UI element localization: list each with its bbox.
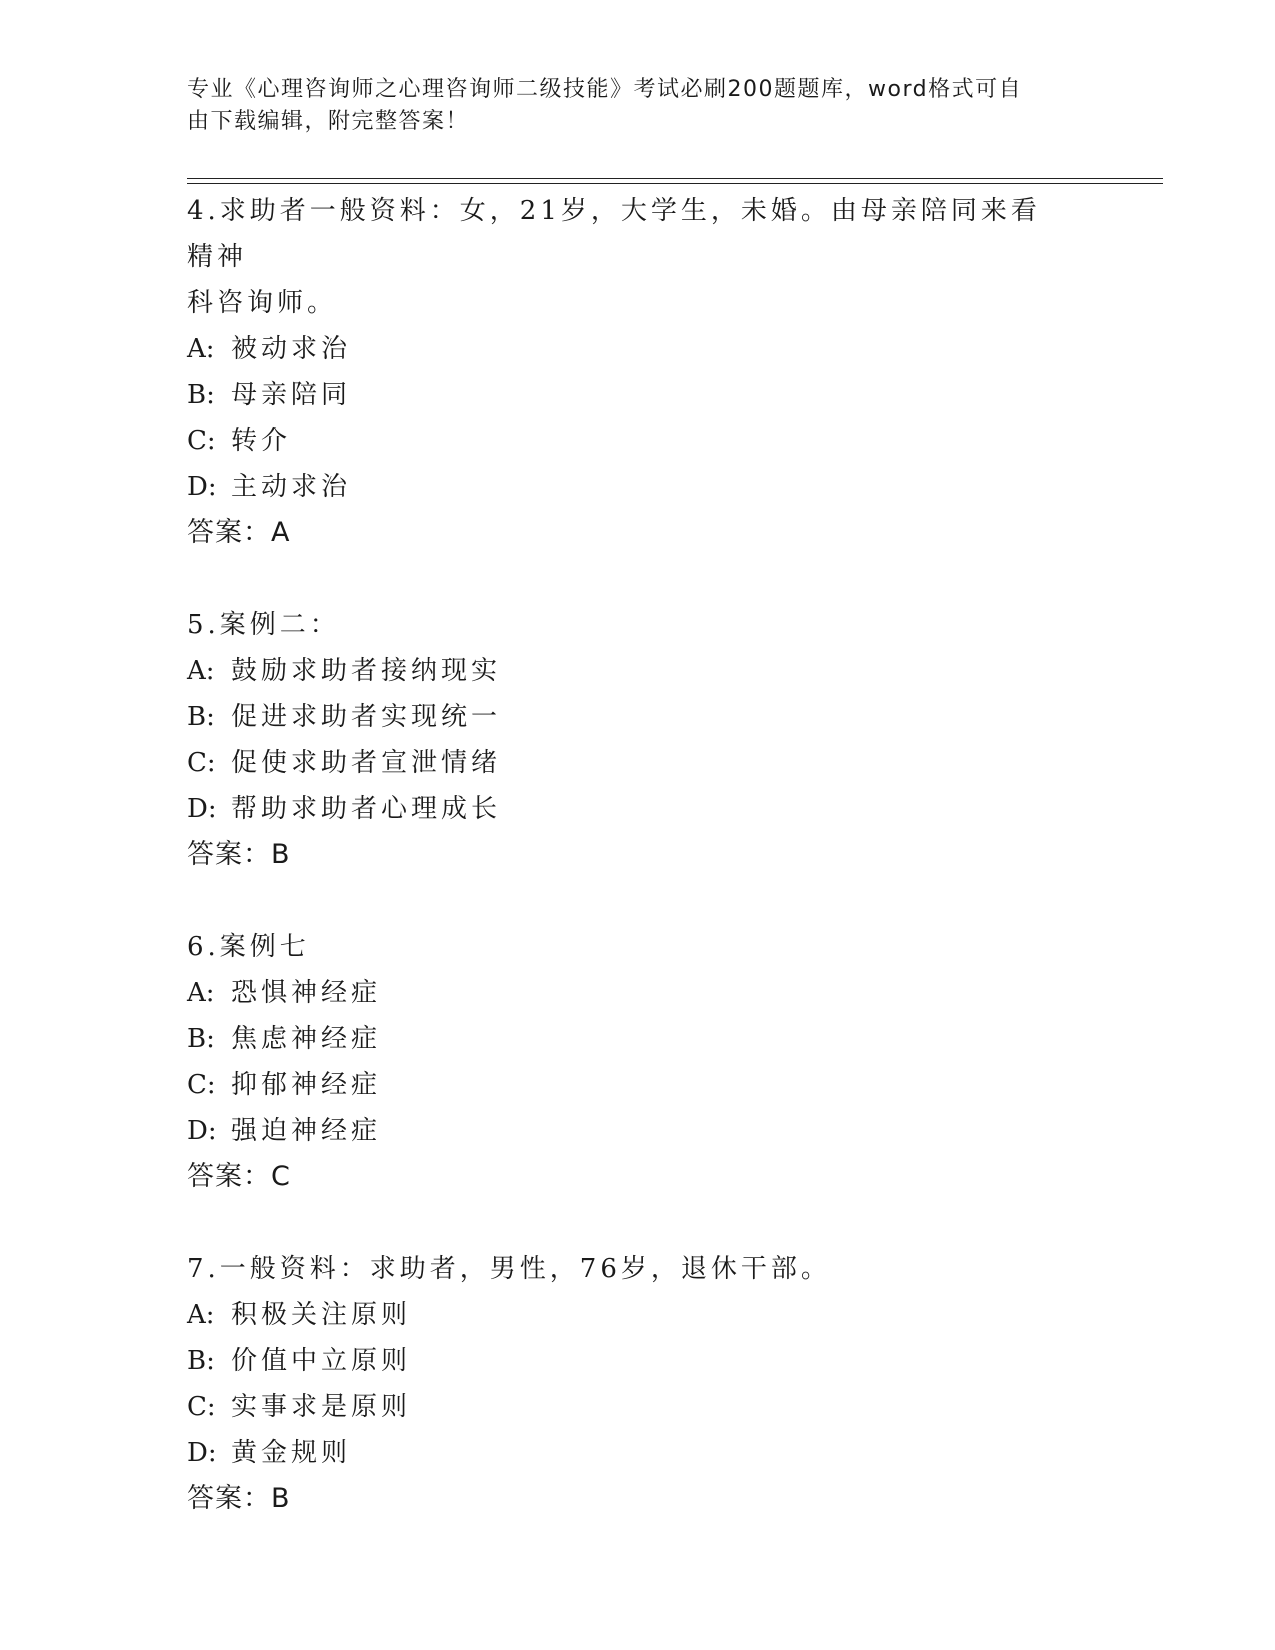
option-d (187, 1430, 1067, 1476)
header-line-2: 由下载编辑，附完整答案！ (187, 109, 470, 134)
question-stem-continued: 科咨询师。 (187, 288, 338, 318)
question-stem: 7.一般资料：求助者，男性，76岁，退休干部。 (187, 1254, 831, 1284)
option-text: 黄金规则 (231, 1438, 352, 1468)
option-text: 积极关注原则 (231, 1300, 412, 1330)
option-d (187, 1108, 1067, 1154)
option-key: C: (187, 748, 216, 778)
option-key: B: (187, 380, 215, 410)
question-5 (187, 602, 1067, 878)
option-b (187, 372, 1067, 418)
option-c (187, 1062, 1067, 1108)
option-b (187, 694, 1067, 740)
option-a (187, 326, 1067, 372)
question-stem: 5.案例二： (187, 610, 340, 640)
option-text: 鼓励求助者接纳现实 (231, 656, 502, 686)
answer-line: 答案：C (187, 1161, 291, 1192)
option-key: C: (187, 426, 216, 456)
header-divider-top (187, 178, 1163, 179)
option-key: A: (187, 1300, 215, 1330)
option-key: C: (187, 1070, 216, 1100)
option-text: 促进求助者实现统一 (231, 702, 502, 732)
question-list (187, 188, 1067, 1568)
option-key: B: (187, 1024, 215, 1054)
option-key: A: (187, 978, 215, 1008)
question-stem: 4.求助者一般资料：女，21岁，大学生，未婚。由母亲陪同来看精神 (187, 196, 1041, 272)
option-a (187, 1292, 1067, 1338)
option-text: 母亲陪同 (231, 380, 352, 410)
option-text: 实事求是原则 (231, 1392, 412, 1422)
answer-line: 答案：A (187, 517, 291, 548)
option-key: C: (187, 1392, 216, 1422)
option-text: 恐惧神经症 (231, 978, 382, 1008)
option-text: 转介 (231, 426, 292, 456)
option-d (187, 464, 1067, 510)
header-divider-bottom (187, 183, 1163, 184)
question-stem: 6.案例七 (187, 932, 310, 962)
option-text: 帮助求助者心理成长 (231, 794, 502, 824)
option-text: 价值中立原则 (231, 1346, 412, 1376)
document-header (187, 74, 1067, 138)
answer-line: 答案：B (187, 839, 291, 870)
option-key: D: (187, 794, 217, 824)
option-d (187, 786, 1067, 832)
question-7 (187, 1246, 1067, 1522)
option-text: 强迫神经症 (231, 1116, 382, 1146)
option-b (187, 1338, 1067, 1384)
option-a (187, 648, 1067, 694)
option-text: 抑郁神经症 (231, 1070, 382, 1100)
option-key: B: (187, 702, 215, 732)
option-key: A: (187, 334, 215, 364)
option-key: D: (187, 1438, 217, 1468)
option-c (187, 418, 1067, 464)
option-a (187, 970, 1067, 1016)
header-line-1: 专业《心理咨询师之心理咨询师二级技能》考试必刷200题题库，word格式可自 (187, 77, 1023, 102)
option-text: 被动求治 (231, 334, 352, 364)
question-4 (187, 188, 1067, 556)
option-b (187, 1016, 1067, 1062)
option-c (187, 740, 1067, 786)
option-c (187, 1384, 1067, 1430)
answer-line: 答案：B (187, 1483, 291, 1514)
option-key: B: (187, 1346, 215, 1376)
option-key: A: (187, 656, 215, 686)
option-key: D: (187, 472, 217, 502)
option-text: 主动求治 (231, 472, 352, 502)
option-key: D: (187, 1116, 217, 1146)
question-6 (187, 924, 1067, 1200)
option-text: 焦虑神经症 (231, 1024, 382, 1054)
option-text: 促使求助者宣泄情绪 (231, 748, 502, 778)
